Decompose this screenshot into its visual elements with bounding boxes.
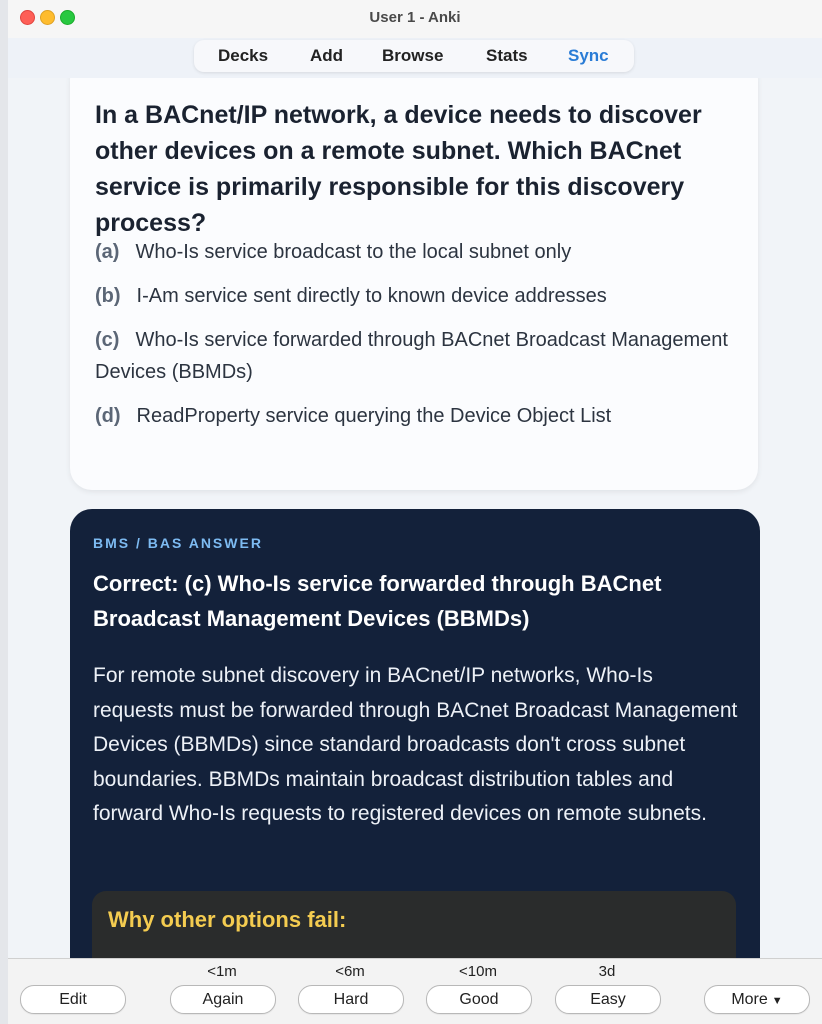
answer-tag: BMS / BAS ANSWER bbox=[93, 535, 263, 551]
main-nav bbox=[194, 40, 634, 72]
question-card bbox=[70, 78, 758, 490]
nav-decks[interactable]: Decks bbox=[218, 46, 269, 65]
nav-stats[interactable]: Stats bbox=[486, 46, 528, 65]
nav-add[interactable]: Add bbox=[310, 46, 344, 65]
nav-sync[interactable]: Sync bbox=[568, 46, 609, 65]
window-title: User 1 - Anki bbox=[369, 9, 461, 26]
answer-card bbox=[70, 509, 760, 958]
easy-button[interactable]: Easy bbox=[555, 985, 661, 1014]
more-button[interactable] bbox=[704, 985, 810, 1014]
again-due: <1m bbox=[207, 963, 237, 980]
option-text: Who-Is service broadcast to the local subnet only bbox=[135, 241, 572, 263]
answer-explanation: For remote subnet discovery in BACnet/IP networks, Who-Is requests must be forwarded through BACnet Broadcast Management Devices (BBMDs) since standard broadcasts don't cross subnet boundaries. BBMDs maintain broadcast distribution tables and forward Who-Is requests to registered devices on remote subnets. bbox=[93, 664, 738, 826]
option-a bbox=[95, 236, 735, 268]
more-label: More bbox=[731, 991, 768, 1008]
option-letter: (c) bbox=[95, 329, 120, 351]
option-b bbox=[95, 280, 735, 312]
option-d bbox=[95, 400, 735, 432]
answer-title: Correct: (c) Who-Is service forwarded through BACnet Broadcast Management Devices (BBMDs) bbox=[93, 571, 662, 631]
again-button[interactable]: Again bbox=[170, 985, 276, 1014]
option-text: ReadProperty service querying the Device Object List bbox=[136, 405, 612, 427]
good-due: <10m bbox=[459, 963, 497, 980]
option-letter: (d) bbox=[95, 405, 121, 427]
good-button[interactable]: Good bbox=[426, 985, 532, 1014]
question-text: In a BACnet/IP network, a device needs to discover other devices on a remote subnet. Which BACnet service is primarily responsible for this discovery process? bbox=[95, 101, 702, 237]
option-text: Who-Is service forwarded through BACnet Broadcast Management Devices (BBMDs) bbox=[95, 329, 728, 383]
option-letter: (a) bbox=[95, 241, 120, 263]
edit-button[interactable]: Edit bbox=[20, 985, 126, 1014]
option-letter: (b) bbox=[95, 285, 121, 307]
dropdown-arrow-icon: ▼ bbox=[771, 995, 783, 1007]
hard-due: <6m bbox=[335, 963, 365, 980]
top-toolbar bbox=[8, 38, 822, 78]
answer-bar bbox=[8, 958, 822, 1024]
why-other-options-box bbox=[92, 891, 736, 958]
background-window-edge bbox=[0, 0, 8, 1024]
nav-browse[interactable]: Browse bbox=[382, 46, 444, 65]
option-text: I-Am service sent directly to known device addresses bbox=[136, 285, 607, 307]
review-area bbox=[8, 78, 822, 958]
why-other-options-title: Why other options fail: bbox=[108, 907, 347, 932]
title-bar bbox=[8, 0, 822, 38]
anki-window bbox=[8, 0, 822, 1024]
hard-button[interactable]: Hard bbox=[298, 985, 404, 1014]
option-c bbox=[95, 324, 735, 388]
easy-due: 3d bbox=[598, 963, 616, 980]
